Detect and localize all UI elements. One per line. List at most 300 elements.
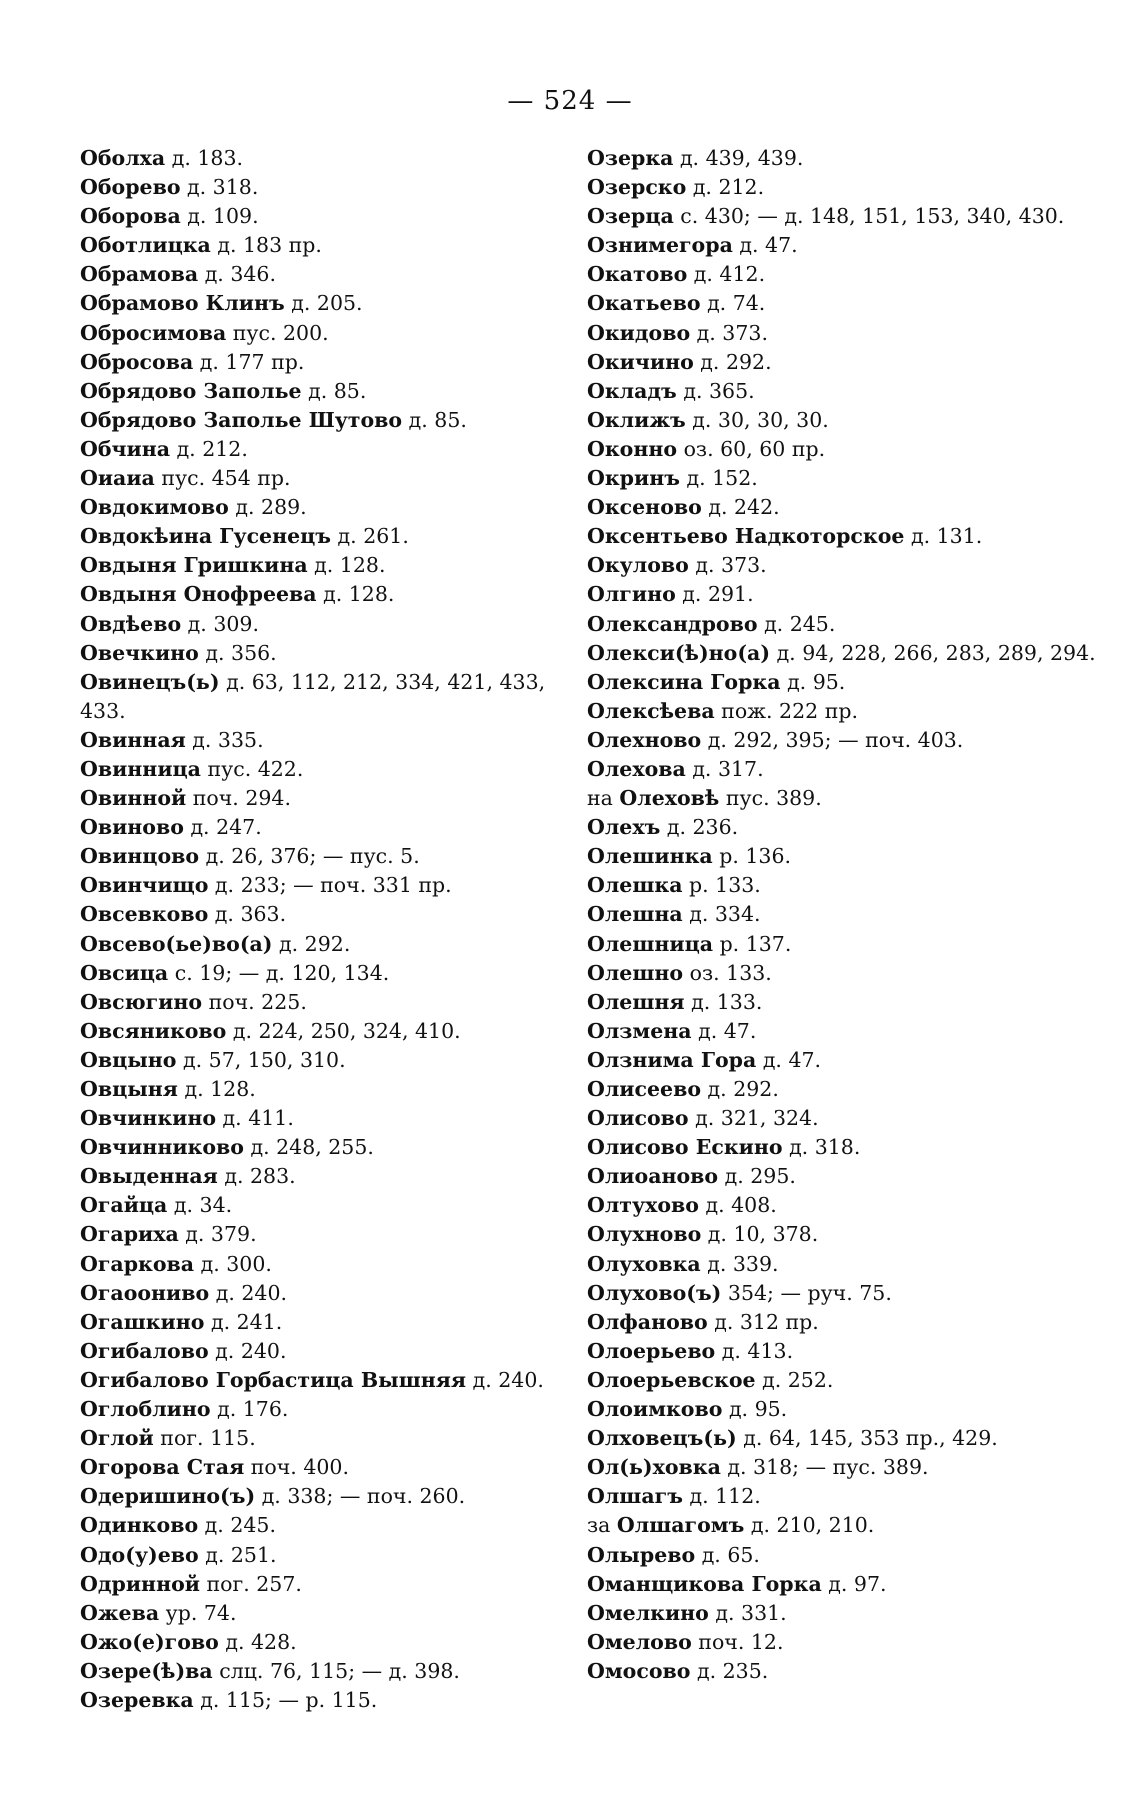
- entry-reference: д. 338; — поч. 260.: [261, 1484, 466, 1509]
- entry-reference: д. 283.: [224, 1164, 296, 1189]
- entry-name: Олгино: [587, 582, 676, 607]
- entry-reference: д. 183 пр.: [217, 233, 322, 258]
- entry-reference: д. 291.: [682, 582, 754, 607]
- entry-reference: д. 312 пр.: [714, 1309, 819, 1334]
- entry-reference: поч. 294.: [192, 786, 291, 811]
- entry-name: Олешня: [587, 989, 685, 1014]
- entry-reference: д. 318.: [789, 1135, 861, 1160]
- entry-name: Окринъ: [587, 466, 680, 491]
- index-entry: [587, 1133, 1107, 1162]
- index-entry: [587, 464, 1107, 493]
- entry-reference: д. 94, 228, 266, 283, 289, 294.: [776, 640, 1096, 665]
- entry-name: Олховецъ(ь): [587, 1426, 737, 1451]
- entry-reference: оз. 133.: [689, 960, 772, 985]
- entry-reference: д. 292, 395; — поч. 403.: [707, 727, 964, 752]
- index-entry: [80, 522, 570, 551]
- index-entry: [587, 784, 1107, 813]
- entry-reference: д. 242.: [708, 495, 780, 520]
- index-entry: [80, 1220, 570, 1249]
- entry-reference: д. 318.: [187, 175, 259, 200]
- entry-reference: д. 373.: [695, 553, 767, 578]
- index-entry: [80, 755, 570, 784]
- entry-name: Олырево: [587, 1542, 696, 1567]
- entry-name: Олзнима Гора: [587, 1047, 757, 1072]
- entry-reference: д. 133.: [691, 989, 763, 1014]
- entry-reference: д. 295.: [724, 1164, 796, 1189]
- entry-name: Оксентьево Надкоторское: [587, 524, 905, 549]
- entry-reference: поч. 12.: [698, 1629, 784, 1654]
- index-entry: [587, 231, 1107, 260]
- entry-name: Олисеево: [587, 1077, 702, 1101]
- entry-name: Омелово: [587, 1629, 692, 1654]
- entry-name: Олисово Ескино: [587, 1135, 783, 1160]
- entry-name: Одинково: [80, 1513, 199, 1538]
- entry-name: Ожо(е)гово: [80, 1629, 219, 1654]
- index-entry: [80, 1424, 570, 1453]
- entry-reference: д. 128.: [314, 553, 386, 578]
- entry-name: Олоимково: [587, 1397, 723, 1422]
- entry-name: Овсяниково: [80, 1018, 227, 1043]
- entry-name: Озеревка: [80, 1687, 194, 1712]
- index-entry: [587, 930, 1107, 959]
- entry-name: Окатьево: [587, 291, 701, 316]
- entry-reference: д. 413.: [721, 1338, 794, 1363]
- entry-name: Оболха: [80, 146, 166, 170]
- index-entry: [587, 1366, 1107, 1395]
- entry-name: Омелкино: [587, 1600, 709, 1625]
- entry-name: Оборова: [80, 204, 181, 229]
- index-entry: [587, 988, 1107, 1017]
- entry-reference: поч. 225.: [208, 989, 307, 1014]
- entry-reference: д. 30, 30, 30.: [692, 407, 829, 432]
- entry-name: Оманщикова Горка: [587, 1571, 822, 1596]
- entry-name: Обрядово Заполье Шутово: [80, 407, 403, 432]
- index-entry: [80, 493, 570, 522]
- index-entry: [587, 1046, 1107, 1075]
- entry-reference: д. 245.: [204, 1513, 276, 1538]
- entry-name: Оксеново: [587, 495, 702, 520]
- index-entry: [587, 580, 1107, 609]
- entry-name: Олешна: [587, 902, 683, 927]
- entry-name: Обчина: [80, 436, 171, 461]
- index-entry: [80, 551, 570, 580]
- entry-name: Ознимегора: [587, 233, 733, 258]
- entry-name: Овдыня Онофреева: [80, 582, 317, 607]
- index-entry: [587, 144, 1107, 173]
- index-entry: [587, 173, 1107, 202]
- entry-reference: д. 47.: [739, 233, 798, 258]
- entry-reference: д. 251.: [205, 1542, 277, 1567]
- entry-name: Олшагомъ: [616, 1513, 745, 1538]
- index-entry: [587, 1250, 1107, 1279]
- entry-name: Овинная: [80, 727, 186, 752]
- entry-name: Окичино: [587, 349, 694, 374]
- index-entry: [80, 1628, 570, 1657]
- entry-reference: пож. 222 пр.: [721, 698, 858, 723]
- index-entry: [80, 639, 570, 668]
- entry-name: Овиново: [80, 815, 184, 840]
- index-entry: [587, 1220, 1107, 1249]
- entry-name: Олексина Горка: [587, 669, 781, 694]
- index-entry: [80, 1511, 570, 1540]
- entry-name: Огариха: [80, 1222, 179, 1247]
- index-entry: [587, 959, 1107, 988]
- entry-name: Оботлицка: [80, 233, 211, 258]
- entry-reference: д. 379.: [185, 1222, 257, 1247]
- index-entry: [80, 900, 570, 929]
- index-entry: [587, 377, 1107, 406]
- index-entry: [587, 202, 1107, 231]
- entry-reference: д. 289.: [235, 495, 307, 520]
- entry-reference: д. 247.: [190, 815, 262, 840]
- entry-reference: д. 292.: [700, 349, 772, 374]
- entry-name: Оконно: [587, 436, 678, 461]
- index-entry: [587, 1628, 1107, 1657]
- entry-reference: д. 408.: [705, 1193, 777, 1218]
- entry-name: Огибалово: [80, 1338, 209, 1363]
- entry-name: Овдокѣина Гусенецъ: [80, 524, 332, 549]
- index-entry: [587, 610, 1107, 639]
- index-entry: [80, 1453, 570, 1482]
- entry-name: Оглоблино: [80, 1397, 211, 1422]
- entry-reference: д. 235.: [696, 1658, 769, 1683]
- entry-name: Овинной: [80, 786, 187, 811]
- index-entry: [80, 726, 570, 755]
- entry-reference: д. 241.: [210, 1309, 283, 1334]
- index-entry: [80, 1541, 570, 1570]
- entry-reference: д. 131.: [910, 524, 983, 549]
- entry-name: Окулово: [587, 553, 689, 578]
- entry-reference: д. 321, 324.: [695, 1106, 819, 1131]
- entry-name: Овдыня Гришкина: [80, 553, 308, 578]
- entry-reference: д. 346.: [204, 262, 276, 287]
- index-entry: [80, 1162, 570, 1191]
- entry-name: Оиаиа: [80, 466, 155, 491]
- entry-name: Олеховѣ: [619, 786, 720, 811]
- index-entry: [587, 755, 1107, 784]
- entry-name: Огаркова: [80, 1251, 195, 1276]
- index-entry: [80, 289, 570, 318]
- entry-reference: д. 224, 250, 324, 410.: [232, 1018, 461, 1043]
- entry-reference: д. 252.: [762, 1367, 834, 1392]
- entry-reference: пог. 115.: [160, 1426, 256, 1451]
- entry-reference: д. 373.: [696, 320, 768, 345]
- index-entry: [80, 813, 570, 842]
- index-entry: [587, 522, 1107, 551]
- entry-name: Олзмена: [587, 1018, 692, 1043]
- entry-name: Олешно: [587, 960, 684, 985]
- entry-reference: д. 292.: [707, 1077, 779, 1101]
- entry-reference: д. 212.: [176, 436, 248, 461]
- entry-name: Озерка: [587, 146, 674, 170]
- entry-reference: с. 19; — д. 120, 134.: [174, 960, 390, 985]
- index-entry: [80, 871, 570, 900]
- entry-name: Овчинкино: [80, 1106, 217, 1131]
- entry-name: Обросимова: [80, 320, 227, 345]
- entry-name: Олешинка: [587, 844, 713, 869]
- entry-reference: д. 183.: [171, 146, 244, 170]
- index-entry: [587, 260, 1107, 289]
- entry-name: Олександрово: [587, 611, 758, 636]
- index-entry: [587, 551, 1107, 580]
- index-entry: [587, 1337, 1107, 1366]
- entry-name: Овыденная: [80, 1164, 218, 1189]
- entry-reference: д. 63, 112, 212, 334, 421, 433, 433.: [80, 669, 546, 723]
- entry-name: Огибалово Горбастица Вышняя: [80, 1367, 467, 1392]
- index-entry: [587, 639, 1107, 668]
- entry-reference: д. 34.: [173, 1193, 233, 1218]
- entry-reference: д. 292.: [279, 931, 351, 956]
- entry-name: Олешка: [587, 873, 683, 898]
- index-entry: [587, 1104, 1107, 1133]
- entry-name: Овцыно: [80, 1047, 177, 1072]
- index-entry: [587, 1308, 1107, 1337]
- index-entry: [587, 668, 1107, 697]
- entry-name: Овечкино: [80, 640, 199, 665]
- index-entry: [80, 1250, 570, 1279]
- entry-reference: д. 112.: [689, 1484, 761, 1509]
- entry-reference: р. 136.: [719, 844, 792, 869]
- entry-name: Оборево: [80, 175, 181, 200]
- left-column: [80, 144, 570, 1715]
- entry-reference: д. 248, 255.: [250, 1135, 374, 1160]
- entry-reference: д. 356.: [205, 640, 277, 665]
- entry-name: Олехова: [587, 756, 686, 781]
- index-entry: [80, 406, 570, 435]
- entry-reference: д. 318; — пус. 389.: [727, 1455, 929, 1480]
- index-entry: [80, 1366, 570, 1395]
- entry-name: Овинница: [80, 756, 201, 781]
- index-entry: [80, 260, 570, 289]
- index-entry: [80, 1104, 570, 1133]
- index-entry: [587, 842, 1107, 871]
- entry-reference: д. 339.: [707, 1251, 779, 1276]
- entry-reference: д. 365.: [683, 378, 755, 403]
- entry-name: Окидово: [587, 320, 691, 345]
- index-entry: [587, 871, 1107, 900]
- entry-name: Одеришино(ъ): [80, 1484, 256, 1509]
- index-entry: [80, 1279, 570, 1308]
- entry-name: Овчинниково: [80, 1135, 244, 1160]
- entry-name: Обрядово Заполье: [80, 378, 302, 403]
- entry-preposition: за: [587, 1513, 617, 1538]
- entry-name: Олекси(ѣ)но(а): [587, 640, 771, 665]
- entry-reference: с. 430; — д. 148, 151, 153, 340, 430.: [680, 204, 1065, 229]
- entry-preposition: на: [587, 786, 620, 811]
- entry-name: Одринной: [80, 1571, 200, 1596]
- index-entry: [587, 813, 1107, 842]
- entry-name: Олехъ: [587, 815, 661, 840]
- entry-name: Окладъ: [587, 378, 677, 403]
- entry-name: Овинцово: [80, 844, 200, 869]
- entry-name: Овсюгино: [80, 989, 203, 1014]
- index-entry: [80, 1570, 570, 1599]
- index-entry: [80, 1191, 570, 1220]
- index-entry: [80, 580, 570, 609]
- entry-reference: д. 97.: [828, 1571, 887, 1596]
- entry-reference: д. 240.: [215, 1280, 288, 1305]
- entry-name: Ол(ь)ховка: [587, 1455, 721, 1480]
- index-entry: [587, 1570, 1107, 1599]
- entry-reference: д. 236.: [666, 815, 739, 840]
- entry-reference: д. 10, 378.: [707, 1222, 819, 1247]
- index-entry: [587, 319, 1107, 348]
- entry-reference: д. 334.: [689, 902, 761, 927]
- entry-reference: д. 95.: [787, 669, 846, 694]
- entry-reference: д. 109.: [187, 204, 259, 229]
- index-entry: [587, 1075, 1107, 1104]
- entry-reference: д. 26, 376; — пус. 5.: [205, 844, 420, 869]
- index-entry: [80, 231, 570, 260]
- entry-name: Олешница: [587, 931, 714, 956]
- index-entry: [80, 842, 570, 871]
- entry-name: Огашкино: [80, 1309, 205, 1334]
- entry-reference: д. 176.: [217, 1397, 289, 1422]
- entry-reference: д. 210, 210.: [750, 1513, 875, 1538]
- right-column: [587, 144, 1107, 1686]
- index-entry: [587, 1279, 1107, 1308]
- index-entry: [587, 406, 1107, 435]
- entry-reference: пус. 200.: [232, 320, 329, 345]
- index-entry: [80, 348, 570, 377]
- entry-name: Одо(у)ево: [80, 1542, 199, 1567]
- index-entry: [80, 1482, 570, 1511]
- entry-name: Овдѣево: [80, 611, 182, 636]
- entry-name: Оглой: [80, 1426, 154, 1451]
- index-entry: [587, 348, 1107, 377]
- entry-reference: р. 137.: [719, 931, 792, 956]
- index-entry: [587, 435, 1107, 464]
- index-entry: [80, 144, 570, 173]
- entry-name: Овинчищо: [80, 873, 209, 898]
- entry-name: Олексѣева: [587, 698, 715, 723]
- entry-reference: ур. 74.: [165, 1600, 237, 1625]
- index-entry: [80, 202, 570, 231]
- entry-reference: пог. 257.: [206, 1571, 302, 1596]
- entry-name: Олехново: [587, 727, 702, 752]
- entry-name: Обрамова: [80, 262, 199, 287]
- entry-reference: д. 177 пр.: [199, 349, 305, 374]
- entry-reference: д. 152.: [686, 466, 758, 491]
- entry-name: Омосово: [587, 1658, 691, 1683]
- index-entry: [80, 319, 570, 348]
- entry-reference: пус. 454 пр.: [161, 466, 291, 491]
- entry-reference: д. 128.: [323, 582, 395, 607]
- entry-name: Огаоониво: [80, 1280, 210, 1305]
- index-entry: [587, 493, 1107, 522]
- entry-reference: р. 133.: [689, 873, 761, 898]
- index-entry: [80, 988, 570, 1017]
- entry-name: Озерско: [587, 175, 687, 200]
- entry-reference: д. 85.: [308, 378, 367, 403]
- entry-name: Овсица: [80, 960, 169, 985]
- entry-reference: д. 85.: [408, 407, 467, 432]
- entry-name: Олиоаново: [587, 1164, 719, 1189]
- index-entry: [587, 1395, 1107, 1424]
- index-entry: [587, 900, 1107, 929]
- index-entry: [80, 1599, 570, 1628]
- entry-reference: д. 47.: [762, 1047, 822, 1072]
- entry-reference: д. 300.: [200, 1251, 272, 1276]
- entry-reference: д. 64, 145, 353 пр., 429.: [743, 1426, 998, 1451]
- entry-name: Олухново: [587, 1222, 702, 1247]
- entry-name: Олоерьевское: [587, 1367, 756, 1392]
- index-entry: [80, 959, 570, 988]
- index-entry: [80, 784, 570, 813]
- entry-name: Обрамово Клинъ: [80, 291, 285, 316]
- index-entry: [80, 610, 570, 639]
- entry-reference: д. 317.: [692, 756, 764, 781]
- entry-name: Овдокимово: [80, 495, 229, 520]
- entry-name: Ожева: [80, 1600, 160, 1625]
- entry-reference: д. 363.: [214, 902, 287, 927]
- entry-reference: д. 115; — р. 115.: [200, 1687, 378, 1712]
- index-entry: [587, 1191, 1107, 1220]
- entry-name: Овсевково: [80, 902, 209, 927]
- entry-reference: д. 240.: [215, 1338, 287, 1363]
- entry-reference: д. 74.: [707, 291, 766, 316]
- entry-name: Олшагъ: [587, 1484, 683, 1509]
- entry-reference: слц. 76, 115; — д. 398.: [219, 1658, 460, 1683]
- entry-reference: оз. 60, 60 пр.: [683, 436, 826, 461]
- entry-reference: д. 309.: [187, 611, 259, 636]
- entry-reference: д. 261.: [337, 524, 409, 549]
- index-entry: [80, 1133, 570, 1162]
- page-number: — 524 —: [507, 86, 633, 116]
- entry-name: Овинецъ(ь): [80, 669, 220, 694]
- index-entry: [80, 1308, 570, 1337]
- index-entry: [80, 1046, 570, 1075]
- entry-name: Овсево(ье)во(а): [80, 931, 273, 956]
- entry-reference: д. 412.: [693, 262, 766, 287]
- entry-name: Олухово(ъ): [587, 1280, 722, 1305]
- index-entry: [80, 464, 570, 493]
- index-entry: [80, 1657, 570, 1686]
- index-entry: [587, 726, 1107, 755]
- entry-reference: д. 47.: [698, 1018, 757, 1043]
- entry-reference: д. 65.: [701, 1542, 760, 1567]
- index-entry: [80, 377, 570, 406]
- entry-name: Огайца: [80, 1193, 168, 1218]
- index-entry: [587, 1657, 1107, 1686]
- index-entry: [587, 1424, 1107, 1453]
- entry-reference: д. 245.: [764, 611, 836, 636]
- index-entry: [587, 1162, 1107, 1191]
- entry-reference: 354; — руч. 75.: [727, 1280, 892, 1305]
- entry-reference: поч. 400.: [250, 1455, 349, 1480]
- index-entry: [587, 1482, 1107, 1511]
- entry-name: Овцыня: [80, 1077, 178, 1101]
- index-entry: [80, 1337, 570, 1366]
- entry-name: Олоерьево: [587, 1338, 716, 1363]
- entry-name: Оклижъ: [587, 407, 686, 432]
- entry-reference: д. 240.: [472, 1367, 544, 1392]
- index-entry: [80, 1395, 570, 1424]
- index-entry: [587, 1017, 1107, 1046]
- entry-name: Олуховка: [587, 1251, 701, 1276]
- index-entry: [587, 1453, 1107, 1482]
- index-entry: [80, 435, 570, 464]
- entry-name: Озере(ѣ)ва: [80, 1658, 213, 1683]
- entry-reference: д. 95.: [728, 1397, 788, 1422]
- index-entry: [587, 1511, 1107, 1540]
- entry-reference: пус. 389.: [725, 786, 822, 811]
- entry-name: Олисово: [587, 1106, 689, 1131]
- index-entry: [80, 668, 570, 726]
- index-entry: [80, 1686, 570, 1715]
- entry-name: Олтухово: [587, 1193, 699, 1218]
- entry-name: Озерца: [587, 204, 674, 229]
